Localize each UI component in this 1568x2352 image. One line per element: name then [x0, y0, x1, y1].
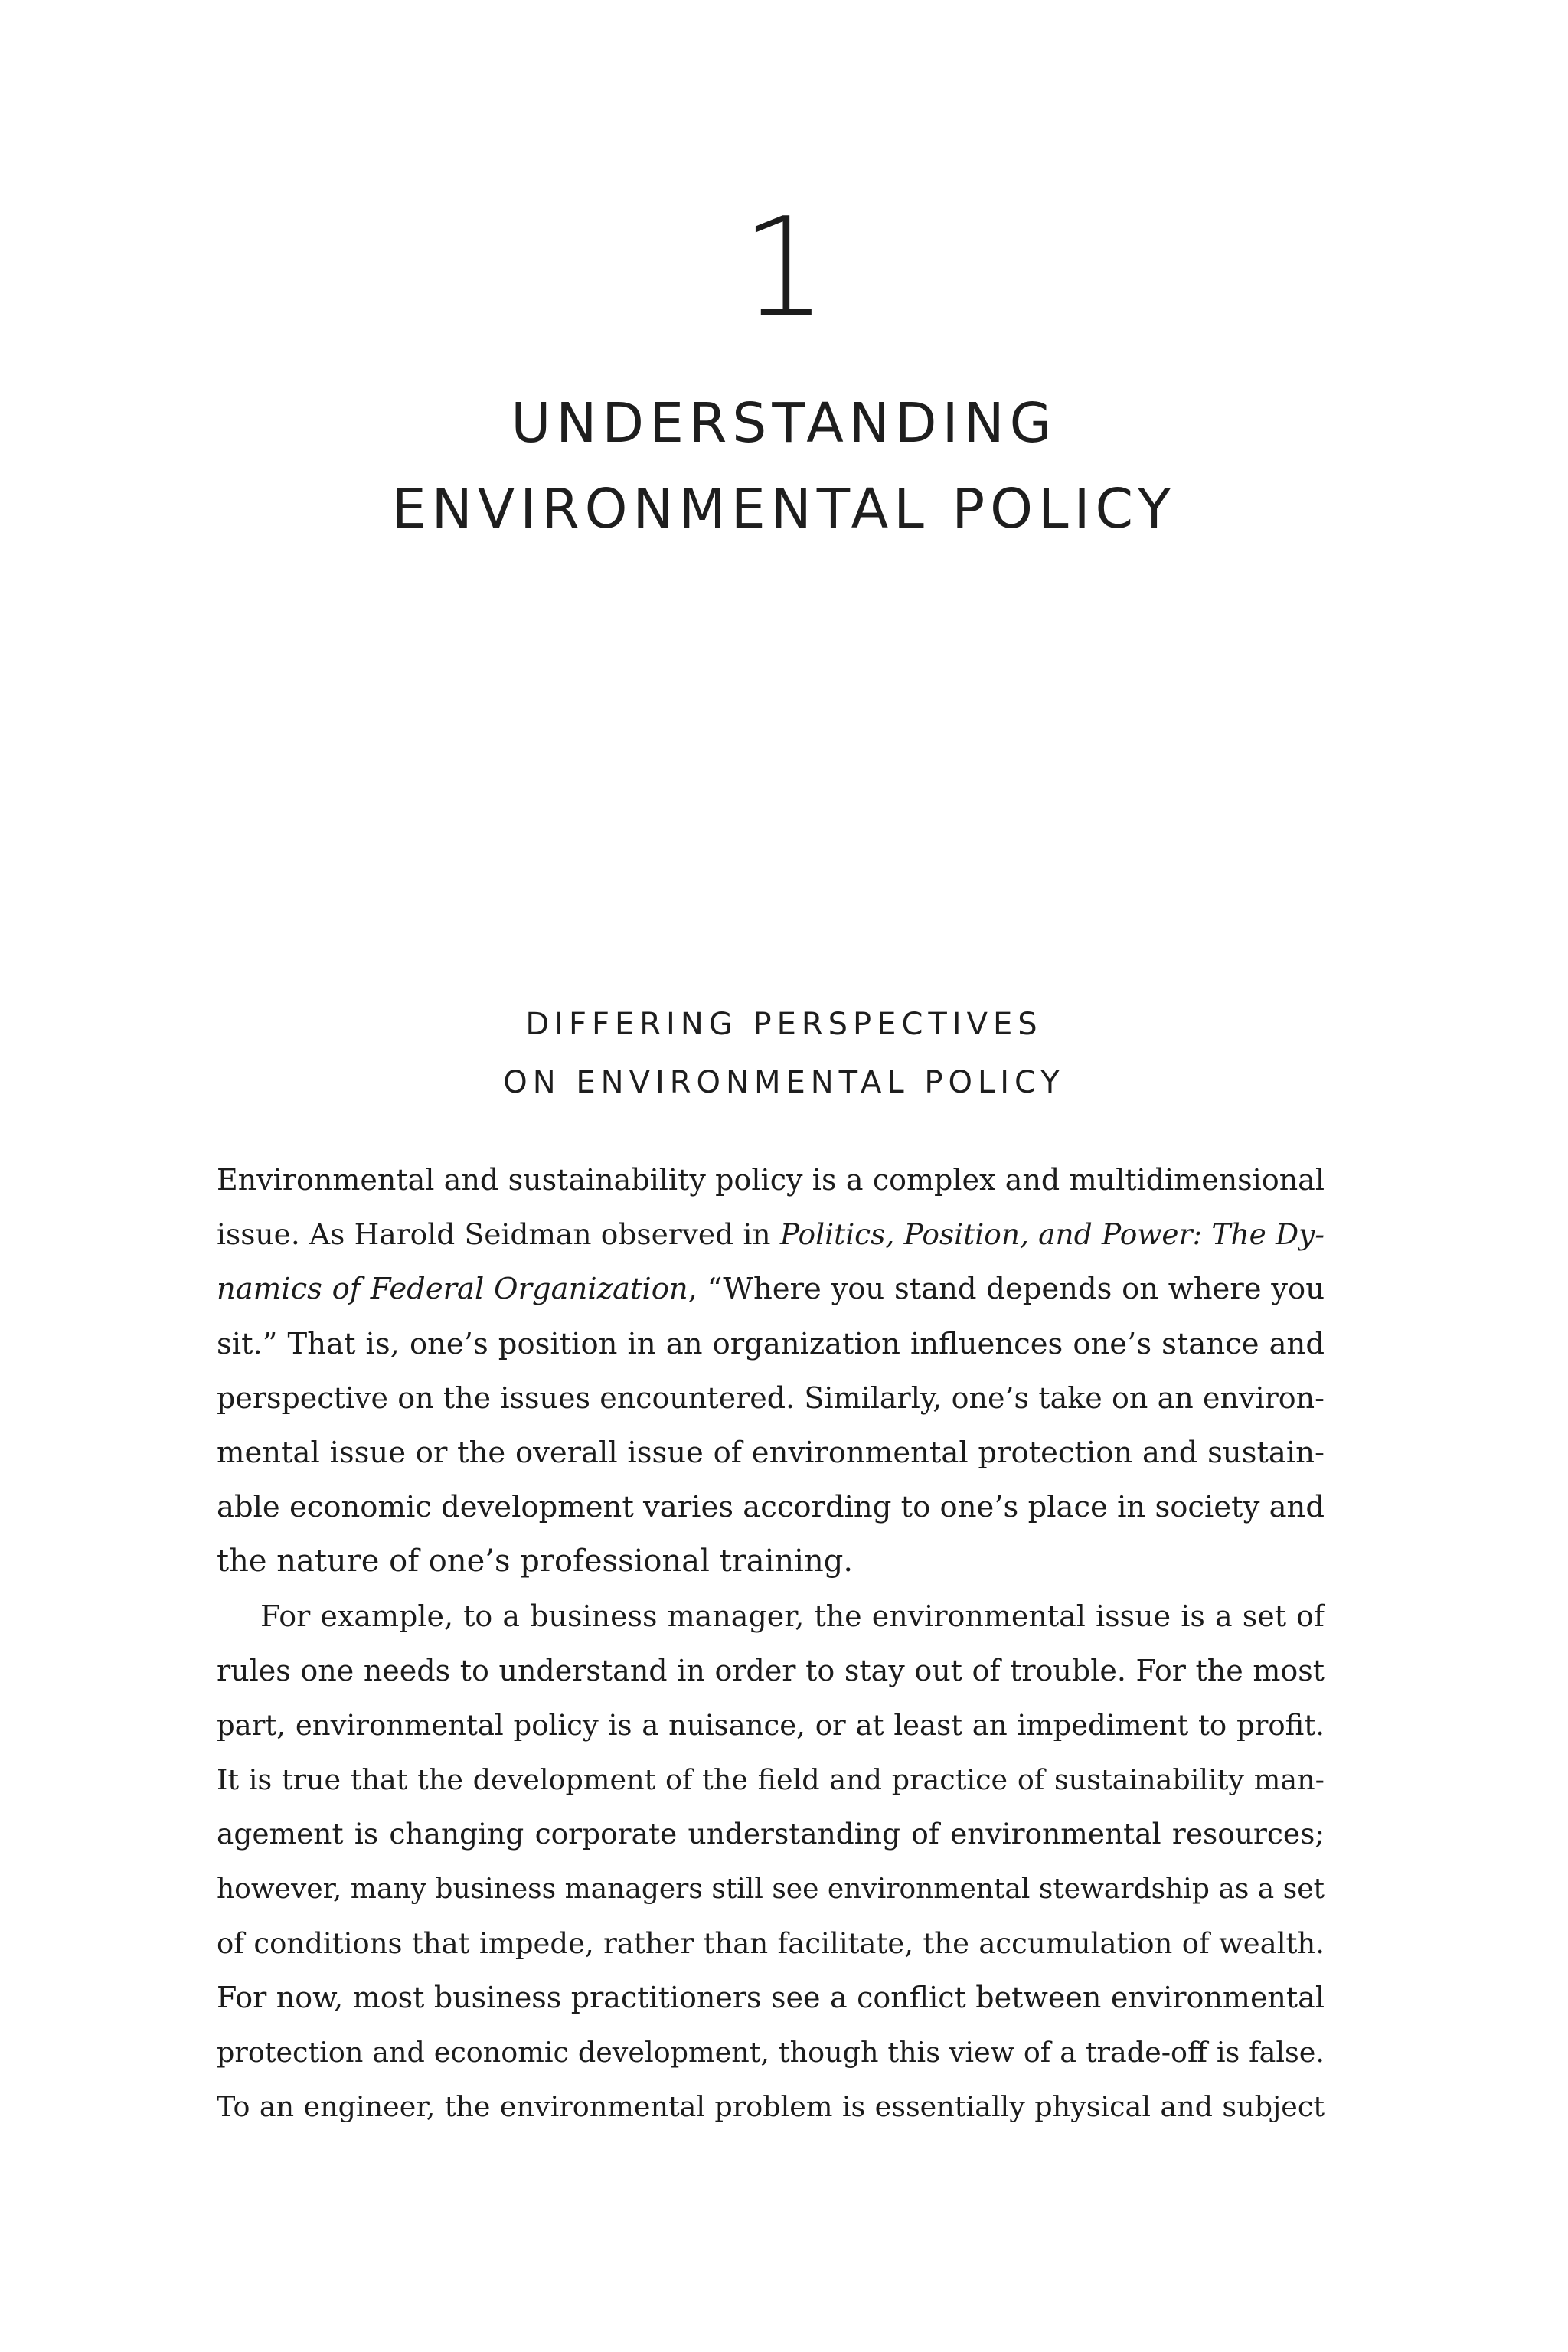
chapter-title: [0, 381, 1568, 552]
text-line: part, environmental policy is a nuisance, or at least an impediment to profit.: [217, 1709, 1325, 1743]
paragraph-2: [217, 1589, 1325, 2135]
text-run: , “Where you stand depends on where you: [688, 1272, 1325, 1307]
text-line: able economic development varies according to one’s place in society and: [217, 1490, 1325, 1525]
text-line: Environmental and sustainability policy is a complex and multidimensional: [217, 1163, 1325, 1197]
text-line: For now, most business practitioners see a conflict between environmental: [217, 1981, 1325, 2015]
text-line: perspective on the issues encountered. Similarly, one’s take on an environ-: [217, 1380, 1325, 1415]
text-line: [217, 1207, 1325, 1262]
text-line: agement is changing corporate understanding of environmental resources;: [217, 1817, 1325, 1851]
chapter-number: 1: [740, 188, 828, 347]
text-line: To an engineer, the environmental problem is essentially physical and subject: [217, 2090, 1325, 2124]
chapter-title-line-2: ENVIRONMENTAL POLICY: [391, 477, 1177, 541]
text-line: [217, 1262, 1325, 1316]
text-line: It is true that the development of the field and practice of sustainability man-: [217, 1763, 1325, 1797]
book-title-italic: Politics, Position, and Power: The Dy-: [779, 1217, 1325, 1252]
text-line: sit.” That is, one’s position in an organization influences one’s stance and: [217, 1326, 1325, 1361]
section-heading-line-1: DIFFERING PERSPECTIVES: [525, 1007, 1043, 1042]
text-line: however, many business managers still see environmental stewardship as a set: [217, 1873, 1325, 1905]
text-line: of conditions that impede, rather than facilitate, the accumulation of wealth.: [217, 1926, 1325, 1960]
text-line: mental issue or the overall issue of environmental protection and sustain-: [217, 1436, 1325, 1471]
text-line: For example, to a business manager, the environmental issue is a set of: [260, 1599, 1325, 1633]
section-heading-line-2: ON ENVIRONMENTAL POLICY: [503, 1065, 1065, 1100]
text-line: rules one needs to understand in order to stay out of trouble. For the most: [217, 1653, 1325, 1687]
chapter-title-line-1: UNDERSTANDING: [511, 391, 1057, 455]
body-text: [217, 1153, 1325, 2135]
book-title-italic: namics of Federal Organization: [217, 1272, 688, 1307]
text-line: protection and economic development, though this view of a trade-off is false.: [217, 2036, 1325, 2069]
section-heading: [0, 995, 1568, 1112]
text-run: issue. As Harold Seidman observed in: [217, 1217, 780, 1252]
paragraph-1: [217, 1153, 1325, 1589]
text-line: the nature of one’s professional training.: [217, 1544, 854, 1579]
